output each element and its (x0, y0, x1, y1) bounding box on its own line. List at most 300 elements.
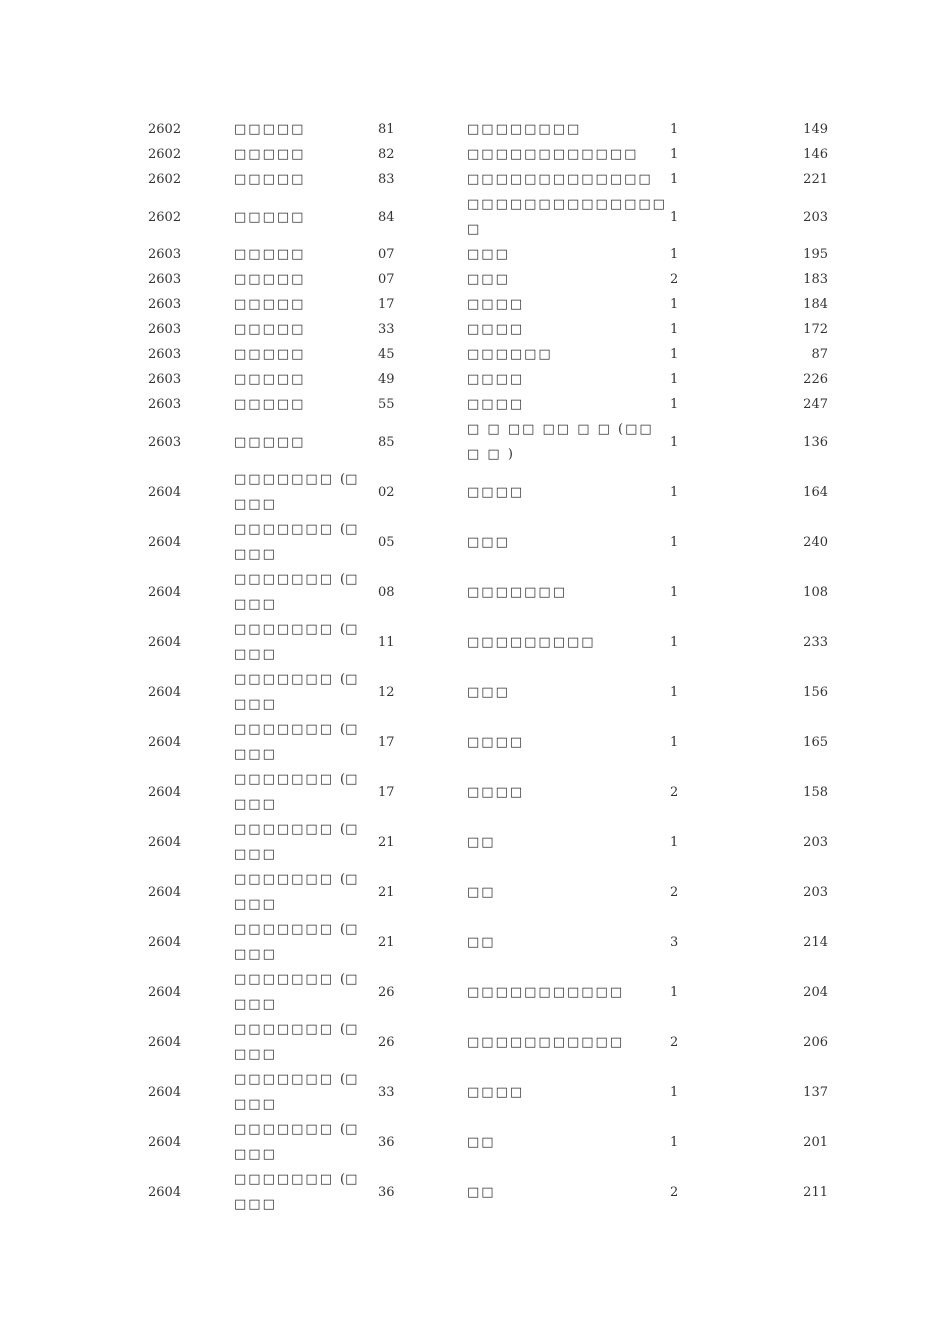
row-name-suffix-text: (□ (340, 522, 358, 537)
row-description (467, 817, 670, 867)
row-name-text: □□□□□□□□□□ (234, 922, 334, 962)
row-code-text: 2603 (148, 347, 182, 362)
row-major-code (378, 242, 467, 267)
table-row (140, 817, 846, 867)
row-description (467, 367, 670, 392)
row-major-code-text: 07 (378, 272, 395, 287)
row-score (768, 342, 846, 367)
row-major-code (378, 767, 467, 817)
row-batch (670, 117, 768, 142)
row-name-suffix (340, 567, 378, 617)
row-score (768, 117, 846, 142)
row-name (234, 867, 340, 917)
row-score (768, 1117, 846, 1167)
row-code-text: 2603 (148, 372, 182, 387)
row-description-text: □ □ □□ □□ □ □ (□□ □ □ ) (467, 422, 654, 462)
row-score-text: 206 (803, 1034, 828, 1050)
row-name-suffix (340, 367, 378, 392)
table-row (140, 167, 846, 192)
row-description (467, 717, 670, 767)
row-batch (670, 1167, 768, 1217)
score-table-body (140, 117, 846, 1217)
row-name-suffix (340, 667, 378, 717)
row-description-text: □□ (467, 834, 496, 850)
row-major-code-text: 17 (378, 734, 395, 750)
row-description (467, 967, 670, 1017)
row-batch-text: 2 (670, 884, 679, 900)
row-major-code-text: 83 (378, 172, 395, 187)
row-name (234, 192, 340, 242)
row-code-text: 2602 (148, 147, 182, 162)
row-score-text: 164 (803, 484, 828, 500)
row-score (768, 567, 846, 617)
row-description-text: □□□□□□□□□□□ (467, 1034, 625, 1050)
row-name-text: □□□□□□□□□□ (234, 472, 334, 512)
row-batch (670, 617, 768, 667)
row-code-text: 2604 (148, 484, 182, 500)
row-score-text: 156 (803, 684, 828, 700)
row-name-text: □□□□□ (234, 297, 306, 312)
row-score (768, 167, 846, 192)
row-description (467, 567, 670, 617)
row-description (467, 517, 670, 567)
row-name (234, 317, 340, 342)
row-code-text: 2603 (148, 297, 182, 312)
row-batch (670, 367, 768, 392)
row-code (140, 292, 234, 317)
row-name-suffix (340, 392, 378, 417)
table-row (140, 292, 846, 317)
row-major-code-text: 21 (378, 834, 395, 850)
row-batch (670, 967, 768, 1017)
row-major-code-text: 55 (378, 397, 395, 412)
row-code-text: 2604 (148, 634, 182, 650)
row-description (467, 767, 670, 817)
row-score-text: 108 (803, 584, 828, 600)
row-score-text: 233 (803, 634, 828, 650)
row-name-suffix-text: (□ (340, 672, 358, 687)
row-name-suffix-text: (□ (340, 772, 358, 787)
row-description-text: □□□□□□ (467, 347, 553, 362)
row-name (234, 392, 340, 417)
row-name-suffix-text: (□ (340, 1122, 358, 1137)
row-score-text: 184 (803, 297, 828, 312)
row-batch (670, 567, 768, 617)
row-major-code (378, 1117, 467, 1167)
row-major-code (378, 317, 467, 342)
row-batch (670, 167, 768, 192)
row-description (467, 292, 670, 317)
row-name-text: □□□□□ (234, 209, 306, 225)
row-name-suffix (340, 142, 378, 167)
row-name-suffix (340, 1017, 378, 1067)
row-description-text: □□□□□□□□□□□□□□□ (467, 197, 667, 237)
row-code (140, 242, 234, 267)
row-score-text: 165 (803, 734, 828, 750)
row-batch (670, 317, 768, 342)
row-name-suffix-text: (□ (340, 572, 358, 587)
row-code-text: 2604 (148, 984, 182, 1000)
table-row (140, 192, 846, 242)
row-name-suffix (340, 1117, 378, 1167)
row-name-suffix (340, 967, 378, 1017)
row-description-text: □□□□ (467, 1084, 525, 1100)
row-batch-text: 2 (670, 272, 679, 287)
row-major-code (378, 717, 467, 767)
row-description-text: □□□□ (467, 322, 525, 337)
row-name-suffix (340, 1167, 378, 1217)
row-name-text: □□□□□□□□□□ (234, 1172, 334, 1212)
row-description-text: □□ (467, 934, 496, 950)
row-name-text: □□□□□ (234, 434, 306, 450)
row-major-code (378, 517, 467, 567)
row-score (768, 817, 846, 867)
table-row (140, 117, 846, 142)
row-name-suffix (340, 917, 378, 967)
row-major-code (378, 1167, 467, 1217)
row-name (234, 567, 340, 617)
row-name-suffix-text: (□ (340, 722, 358, 737)
row-batch (670, 1117, 768, 1167)
row-major-code (378, 142, 467, 167)
row-code (140, 867, 234, 917)
row-major-code-text: 21 (378, 934, 395, 950)
row-code-text: 2603 (148, 434, 182, 450)
row-description (467, 142, 670, 167)
row-description-text: □□□□□□□ (467, 584, 567, 600)
row-description (467, 617, 670, 667)
row-code (140, 1167, 234, 1217)
row-name (234, 1117, 340, 1167)
row-code (140, 917, 234, 967)
row-batch (670, 267, 768, 292)
row-name-suffix-text: (□ (340, 872, 358, 887)
row-description (467, 1117, 670, 1167)
row-score (768, 917, 846, 967)
row-code-text: 2602 (148, 209, 182, 225)
row-major-code (378, 467, 467, 517)
row-score (768, 417, 846, 467)
row-code (140, 817, 234, 867)
row-score (768, 467, 846, 517)
row-name-text: □□□□□ (234, 372, 306, 387)
row-major-code-text: 36 (378, 1184, 395, 1200)
row-code (140, 717, 234, 767)
row-score-text: 201 (803, 1134, 828, 1150)
row-batch-text: 1 (670, 484, 679, 500)
row-major-code-text: 11 (378, 634, 395, 650)
row-score-text: 149 (803, 122, 828, 137)
row-name-suffix-text: (□ (340, 1072, 358, 1087)
table-row (140, 467, 846, 517)
row-score-text: 211 (803, 1184, 828, 1200)
row-name-suffix (340, 342, 378, 367)
row-name-text: □□□□□□□□□□ (234, 672, 334, 712)
table-row (140, 1167, 846, 1217)
row-code (140, 192, 234, 242)
row-major-code-text: 33 (378, 1084, 395, 1100)
row-code-text: 2604 (148, 784, 182, 800)
row-code-text: 2602 (148, 172, 182, 187)
row-code (140, 1067, 234, 1117)
row-name-text: □□□□□□□□□□ (234, 772, 334, 812)
row-major-code-text: 26 (378, 984, 395, 1000)
row-batch (670, 242, 768, 267)
row-major-code (378, 567, 467, 617)
row-description-text: □□□ (467, 684, 510, 700)
row-batch-text: 1 (670, 297, 679, 312)
row-batch-text: 2 (670, 1184, 679, 1200)
row-code (140, 267, 234, 292)
row-name (234, 617, 340, 667)
row-score (768, 717, 846, 767)
row-name-text: □□□□□□□□□□ (234, 1122, 334, 1162)
row-description-text: □□□ (467, 272, 510, 287)
row-score-text: 204 (803, 984, 828, 1000)
row-major-code-text: 12 (378, 684, 395, 700)
row-major-code-text: 17 (378, 297, 395, 312)
table-row (140, 667, 846, 717)
row-score (768, 867, 846, 917)
row-name-text: □□□□□□□□□□ (234, 522, 334, 562)
row-description (467, 417, 670, 467)
row-major-code-text: 45 (378, 347, 395, 362)
row-score-text: 136 (803, 434, 828, 450)
row-batch-text: 1 (670, 984, 679, 1000)
table-row (140, 1017, 846, 1067)
row-code-text: 2604 (148, 934, 182, 950)
row-major-code (378, 392, 467, 417)
row-description-text: □□□□ (467, 484, 525, 500)
row-batch-text: 1 (670, 247, 679, 262)
row-description-text: □□□□ (467, 372, 525, 387)
row-description (467, 1017, 670, 1067)
row-score (768, 367, 846, 392)
row-batch-text: 1 (670, 634, 679, 650)
row-description-text: □□ (467, 1184, 496, 1200)
row-name (234, 342, 340, 367)
row-major-code-text: 21 (378, 884, 395, 900)
row-code (140, 367, 234, 392)
row-batch-text: 1 (670, 397, 679, 412)
row-score (768, 617, 846, 667)
row-batch-text: 1 (670, 434, 679, 450)
row-code (140, 317, 234, 342)
row-score-text: 247 (803, 397, 828, 412)
row-name-suffix (340, 1067, 378, 1117)
row-batch (670, 392, 768, 417)
table-row (140, 1117, 846, 1167)
row-batch-text: 1 (670, 347, 679, 362)
row-code (140, 1017, 234, 1067)
row-code (140, 767, 234, 817)
row-batch (670, 142, 768, 167)
row-code-text: 2604 (148, 684, 182, 700)
row-major-code-text: 36 (378, 1134, 395, 1150)
row-description-text: □□□□ (467, 784, 525, 800)
table-row (140, 967, 846, 1017)
row-code (140, 617, 234, 667)
row-score-text: 203 (803, 834, 828, 850)
row-score-text: 195 (803, 247, 828, 262)
row-name-suffix (340, 767, 378, 817)
row-major-code (378, 867, 467, 917)
row-major-code (378, 367, 467, 392)
row-name-suffix-text: (□ (340, 622, 358, 637)
row-major-code-text: 26 (378, 1034, 395, 1050)
row-code-text: 2604 (148, 884, 182, 900)
row-score-text: 87 (811, 347, 828, 362)
row-description-text: □□□□ (467, 297, 525, 312)
row-batch-text: 1 (670, 372, 679, 387)
row-name-text: □□□□□□□□□□ (234, 972, 334, 1012)
row-name-text: □□□□□ (234, 347, 306, 362)
row-name-text: □□□□□□□□□□ (234, 572, 334, 612)
row-name-suffix (340, 817, 378, 867)
row-code (140, 517, 234, 567)
table-row (140, 342, 846, 367)
row-name (234, 267, 340, 292)
row-name (234, 142, 340, 167)
row-batch (670, 817, 768, 867)
row-code-text: 2603 (148, 322, 182, 337)
row-batch (670, 517, 768, 567)
row-description-text: □□□□ (467, 397, 525, 412)
row-major-code-text: 81 (378, 122, 395, 137)
table-row (140, 392, 846, 417)
row-score (768, 517, 846, 567)
row-name-text: □□□□□□□□□□ (234, 722, 334, 762)
table-row (140, 267, 846, 292)
row-major-code-text: 33 (378, 322, 395, 337)
row-description-text: □□□□□□□□□□□ (467, 984, 625, 1000)
row-code (140, 117, 234, 142)
table-row (140, 417, 846, 467)
row-code (140, 392, 234, 417)
row-description-text: □□□ (467, 534, 510, 550)
row-code (140, 567, 234, 617)
row-batch (670, 767, 768, 817)
row-name (234, 667, 340, 717)
row-name (234, 717, 340, 767)
row-code-text: 2603 (148, 397, 182, 412)
row-code-text: 2604 (148, 1034, 182, 1050)
row-code (140, 667, 234, 717)
row-name (234, 967, 340, 1017)
row-name-suffix (340, 267, 378, 292)
row-name-text: □□□□□ (234, 122, 306, 137)
row-code (140, 467, 234, 517)
row-score (768, 317, 846, 342)
row-name-suffix (340, 717, 378, 767)
row-batch-text: 1 (670, 684, 679, 700)
row-description (467, 267, 670, 292)
table-row (140, 717, 846, 767)
table-row (140, 367, 846, 392)
score-table (140, 117, 846, 1217)
row-major-code (378, 117, 467, 142)
row-name-text: □□□□□□□□□□ (234, 822, 334, 862)
row-major-code (378, 1067, 467, 1117)
row-score (768, 242, 846, 267)
row-name-text: □□□□□□□□□□ (234, 622, 334, 662)
row-score (768, 267, 846, 292)
row-batch-text: 1 (670, 584, 679, 600)
row-score (768, 1167, 846, 1217)
row-name-text: □□□□□ (234, 247, 306, 262)
row-name-text: □□□□□ (234, 397, 306, 412)
row-description (467, 392, 670, 417)
row-name-suffix (340, 867, 378, 917)
row-score-text: 221 (803, 172, 828, 187)
row-name (234, 767, 340, 817)
row-batch (670, 1067, 768, 1117)
row-code-text: 2603 (148, 272, 182, 287)
row-score-text: 172 (803, 322, 828, 337)
row-score (768, 142, 846, 167)
table-row (140, 242, 846, 267)
row-description-text: □□□ (467, 247, 510, 262)
row-name-suffix-text: (□ (340, 922, 358, 937)
row-name-text: □□□□□□□□□□ (234, 1022, 334, 1062)
row-name-suffix (340, 417, 378, 467)
row-code-text: 2604 (148, 834, 182, 850)
table-row (140, 317, 846, 342)
row-major-code-text: 17 (378, 784, 395, 800)
row-code-text: 2604 (148, 734, 182, 750)
row-code (140, 1117, 234, 1167)
row-description (467, 867, 670, 917)
row-name (234, 817, 340, 867)
row-description-text: □□□□□□□□ (467, 122, 582, 137)
row-score (768, 767, 846, 817)
row-description-text: □□ (467, 884, 496, 900)
row-score-text: 203 (803, 209, 828, 225)
row-code (140, 142, 234, 167)
row-score (768, 392, 846, 417)
row-name-suffix (340, 467, 378, 517)
row-major-code (378, 917, 467, 967)
row-name-suffix (340, 167, 378, 192)
table-row (140, 767, 846, 817)
row-batch-text: 1 (670, 147, 679, 162)
row-name-suffix (340, 517, 378, 567)
row-major-code (378, 292, 467, 317)
row-name-suffix-text: (□ (340, 822, 358, 837)
row-score-text: 203 (803, 884, 828, 900)
row-description (467, 242, 670, 267)
row-name-suffix (340, 117, 378, 142)
row-batch (670, 717, 768, 767)
row-batch-text: 1 (670, 734, 679, 750)
row-major-code-text: 82 (378, 147, 395, 162)
row-description-text: □□□□□□□□□□□□□ (467, 172, 653, 187)
row-major-code (378, 667, 467, 717)
row-name (234, 292, 340, 317)
row-name-suffix (340, 292, 378, 317)
row-code-text: 2602 (148, 122, 182, 137)
row-batch (670, 917, 768, 967)
row-major-code (378, 342, 467, 367)
row-name-text: □□□□□ (234, 147, 306, 162)
row-name-suffix (340, 617, 378, 667)
row-major-code-text: 08 (378, 584, 395, 600)
row-name-suffix-text: (□ (340, 972, 358, 987)
row-name-text: □□□□□□□□□□ (234, 872, 334, 912)
table-row (140, 1067, 846, 1117)
row-name (234, 367, 340, 392)
row-batch-text: 3 (670, 934, 679, 950)
